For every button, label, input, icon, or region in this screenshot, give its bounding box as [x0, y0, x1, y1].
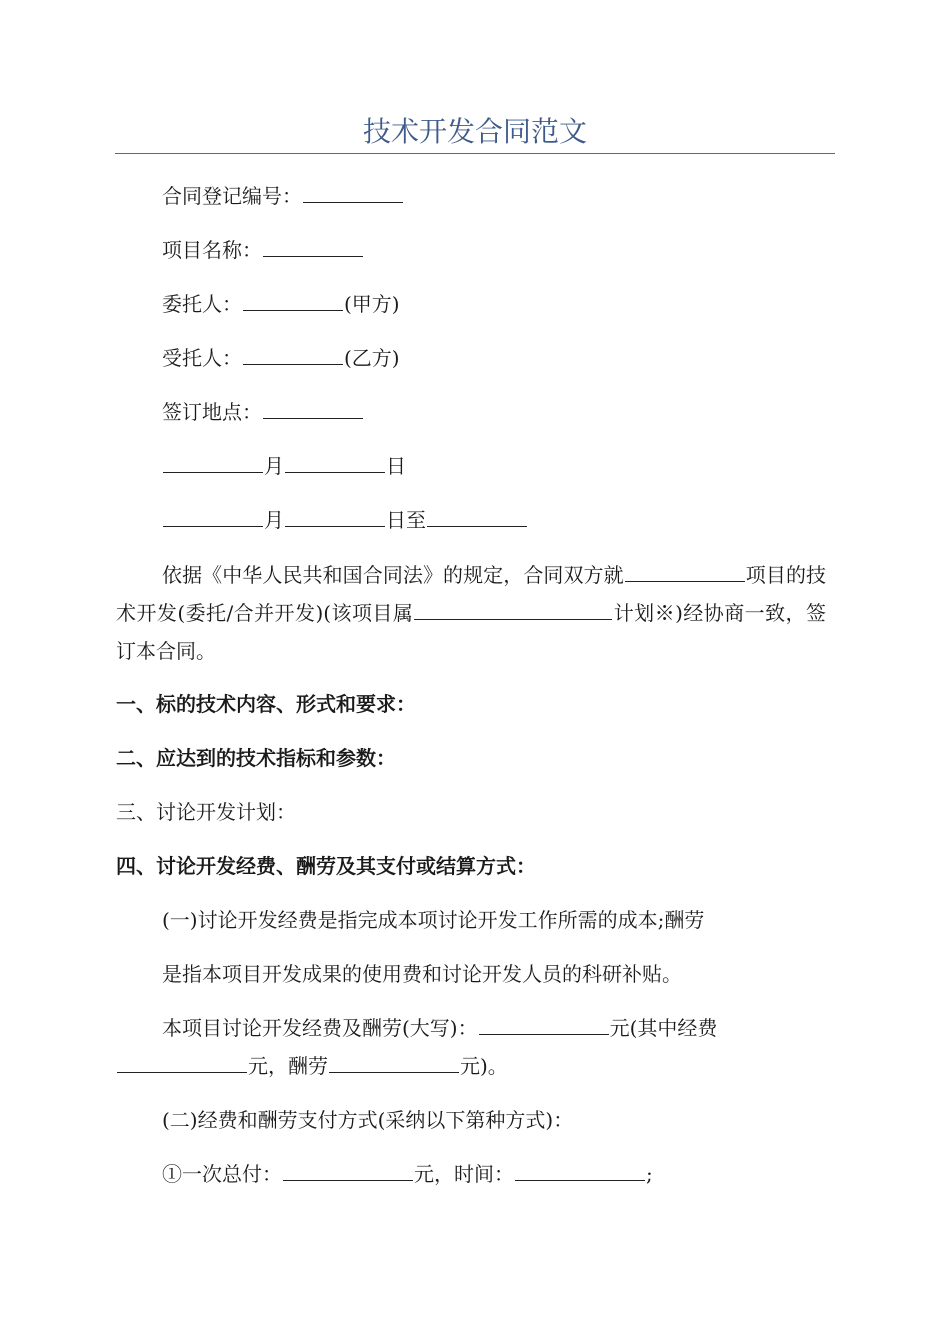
validity-day-to-label: 日至 [386, 508, 426, 532]
fee-remuneration-label: 元，酬劳 [248, 1054, 328, 1078]
section-4-heading: 四、讨论开发经费、酬劳及其支付或结算方式： [116, 854, 536, 878]
payment-time-label: 元，时间： [414, 1162, 514, 1186]
contractor-blank[interactable] [243, 344, 343, 365]
section-2-heading: 二、应达到的技术指标和参数： [116, 746, 396, 770]
fee-label: 本项目讨论开发经费及酬劳(大写)： [162, 1016, 478, 1040]
validity-month-label: 月 [264, 508, 284, 532]
document-title: 技术开发合同范文 [362, 115, 587, 148]
validity-period-field [162, 506, 528, 534]
sign-place-blank[interactable] [263, 398, 363, 419]
fee-line-1 [162, 1014, 717, 1042]
fee-cost-blank[interactable] [117, 1052, 247, 1073]
client-blank[interactable] [243, 290, 343, 311]
client-field [162, 290, 400, 318]
contract-no-label: 合同登记编号： [162, 184, 302, 208]
sign-date-month-label: 月 [264, 454, 284, 478]
validity-start-blank[interactable] [163, 506, 263, 527]
contractor-field [162, 344, 400, 372]
section-1-heading: 一、标的技术内容、形式和要求： [116, 692, 416, 716]
contract-no-blank[interactable] [303, 182, 403, 203]
project-name-label: 项目名称： [162, 238, 262, 262]
validity-month-blank[interactable] [285, 506, 385, 527]
section-3-heading: 三、讨论开发计划： [116, 800, 296, 824]
fee-remuneration-blank[interactable] [329, 1052, 459, 1073]
clause-1-line-2: 是指本项目开发成果的使用费和讨论开发人员的科研补贴。 [162, 962, 682, 986]
sign-date-month-blank[interactable] [285, 452, 385, 473]
fee-end-label: 元)。 [460, 1054, 508, 1078]
sign-date-field [162, 452, 406, 480]
sign-date-year-blank[interactable] [163, 452, 263, 473]
client-label: 委托人： [162, 292, 242, 316]
clause-2: (二)经费和酬劳支付方式(采纳以下第种方式)： [162, 1108, 574, 1132]
fee-yuan-label: 元(其中经费 [609, 1016, 718, 1040]
title-underline [115, 153, 835, 154]
intro-part2: 项目的技术开发(委托/合并开发)(该项目属 [116, 563, 827, 625]
project-name-blank[interactable] [263, 236, 363, 257]
intro-part1: 依据《中华人民共和国合同法》的规定，合同双方就 [162, 563, 624, 587]
sign-place-field [162, 398, 364, 426]
intro-part3: 计划※)经协商一致，签订本合同。 [116, 601, 826, 663]
sign-date-day-label: 日 [386, 454, 406, 478]
contractor-suffix: (乙方) [344, 346, 400, 370]
intro-project-blank[interactable] [625, 561, 745, 582]
fee-total-blank[interactable] [479, 1014, 609, 1035]
contract-no-field [162, 182, 404, 210]
validity-end-blank[interactable] [427, 506, 527, 527]
payment-option-1 [162, 1160, 653, 1188]
payment-time-blank[interactable] [515, 1160, 645, 1181]
payment-amount-blank[interactable] [283, 1160, 413, 1181]
fee-line-2 [116, 1052, 508, 1080]
intro-paragraph [116, 556, 826, 670]
clause-1-line-1: (一)讨论开发经费是指完成本项讨论开发工作所需的成本;酬劳 [162, 908, 705, 932]
payment-end: ; [646, 1162, 653, 1186]
sign-place-label: 签订地点： [162, 400, 262, 424]
contractor-label: 受托人： [162, 346, 242, 370]
client-suffix: (甲方) [344, 292, 400, 316]
project-name-field [162, 236, 364, 264]
payment-lump-label: ①一次总付： [162, 1162, 282, 1186]
intro-plan-blank[interactable] [414, 599, 612, 620]
